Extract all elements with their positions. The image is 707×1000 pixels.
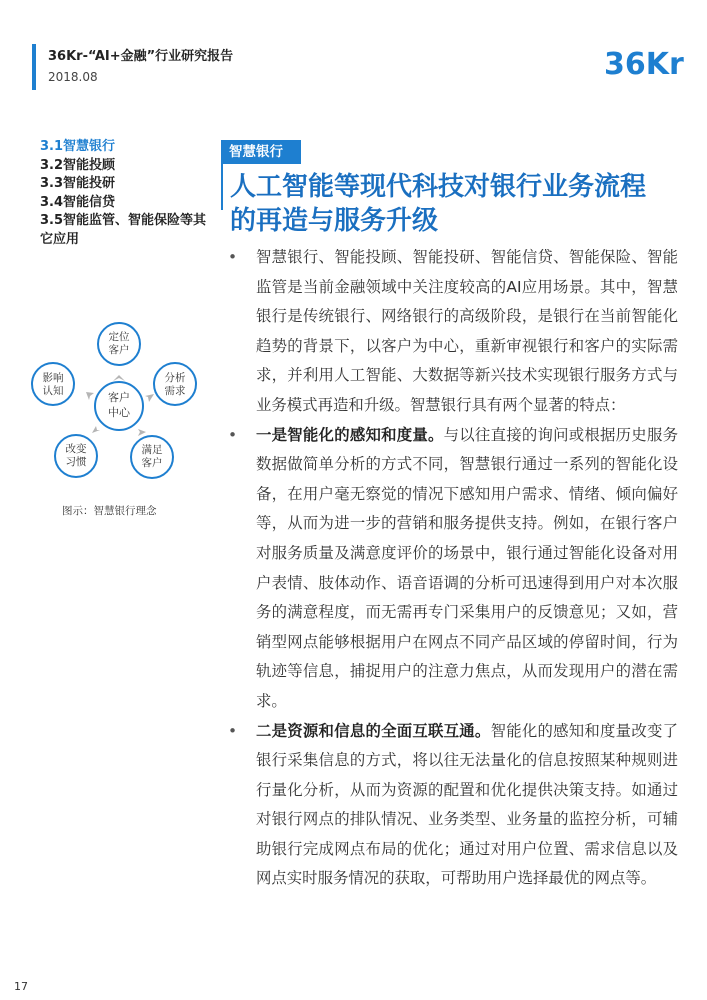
svg-text:定位: 定位 — [108, 331, 130, 343]
feature-2-heading: 二是资源和信息的全面互联互通。 — [256, 721, 491, 740]
center-node-label-1: 客户 — [108, 391, 130, 404]
section-tag-line — [221, 164, 223, 210]
header-accent-bar — [32, 44, 36, 90]
paragraph-intro — [228, 243, 678, 421]
svg-text:客户: 客户 — [108, 344, 130, 356]
report-date: 2018.08 — [48, 70, 98, 84]
toc-item-3-4[interactable]: 3.4智能信贷 — [40, 194, 116, 210]
arrow-top — [113, 375, 125, 381]
paragraph-feature-2 — [228, 717, 678, 895]
36kr-logo — [604, 34, 684, 86]
svg-text:满足: 满足 — [141, 444, 163, 456]
feature-2-text: 智能化的感知和度量改变了银行采集信息的方式，将以往无法量化的信息按照某种规则进行量化分析，从而为资源的配置和优化提供决策支持。如通过对银行网点的排队情况、业务类型、业务量的监控分析，可辅助银行完成网点布局的优化；通过对用户位置、需求信息以及网点实时服务情况的获取，可帮助用户选择最优的网点等。 — [256, 721, 678, 888]
article-body — [228, 243, 678, 894]
node-influence-cognition — [32, 363, 74, 405]
section-tag: 智慧银行 — [221, 140, 301, 164]
svg-text:分析: 分析 — [164, 372, 186, 384]
feature-1-heading: 一是智能化的感知和度量。 — [256, 425, 444, 444]
node-analyze-needs — [154, 363, 196, 405]
diagram-caption: 图示：智慧银行理念 — [62, 505, 157, 517]
center-node-label-2: 中心 — [108, 406, 130, 419]
paragraph-intro-text: 智慧银行、智能投顾、智能投研、智能信贷、智能保险、智能监管是当前金融领域中关注度较高的AI应用场景。其中，智慧银行是传统银行、网络银行的高级阶段，是银行在当前智能化趋势的背景下，以客户为中心，重新审视银行和客户的实际需求，并利用人工智能、大数据等新兴技术实现银行服务方式与业务模式再造和升级。智慧银行具有两个显著的特点： — [256, 248, 678, 414]
svg-text:需求: 需求 — [164, 385, 186, 397]
svg-text:客户: 客户 — [141, 457, 163, 469]
toc-item-3-3[interactable]: 3.3智能投研 — [40, 176, 116, 191]
svg-text:影响: 影响 — [42, 372, 64, 384]
arrow-left — [86, 392, 94, 400]
36kr-logo-text: 36Kr — [604, 47, 684, 82]
smart-bank-concept-diagram — [30, 320, 210, 490]
toc-item-3-2[interactable]: 3.2智能投顾 — [40, 157, 116, 173]
svg-text:习惯: 习惯 — [65, 456, 87, 468]
section-headline: 人工智能等现代科技对银行业务流程的再造与服务升级 — [230, 172, 647, 236]
report-title: 36Kr-“AI+金融”行业研究报告 — [48, 49, 234, 64]
toc-item-3-1[interactable]: 3.1智慧银行 — [40, 139, 116, 154]
paragraph-feature-1 — [228, 421, 678, 717]
arrow-bottom-right — [138, 429, 146, 436]
page-number: 17 — [14, 980, 28, 993]
arrow-right — [145, 394, 154, 402]
toc-item-3-5[interactable]: 3.5智能监管、智能保险等其它应用 — [40, 213, 207, 247]
table-of-contents — [40, 138, 210, 249]
arrow-bottom-left — [92, 426, 100, 433]
feature-1-text: 与以往直接的询问或根据历史服务数据做简单分析的方式不同，智慧银行通过一系列的智能化设备，在用户毫无察觉的情况下感知用户需求、情绪、倾向偏好等，从而为进一步的营销和服务提供支持。例如，在银行客户对服务质量及满意度评价的场景中，银行通过智能化设备对用户表情、肢体动作、语音语调的分析可迅速得到用户对本次服务的满意程度，而无需再专门采集用户的反馈意见；又如，营销型网点能够根据用户在网点不同产品区域的停留时间，行为轨迹等信息，捕捉用户的注意力焦点，从而发现用户的潜在需求。 — [256, 425, 678, 710]
svg-text:改变: 改变 — [65, 443, 87, 455]
svg-text:认知: 认知 — [42, 385, 64, 397]
